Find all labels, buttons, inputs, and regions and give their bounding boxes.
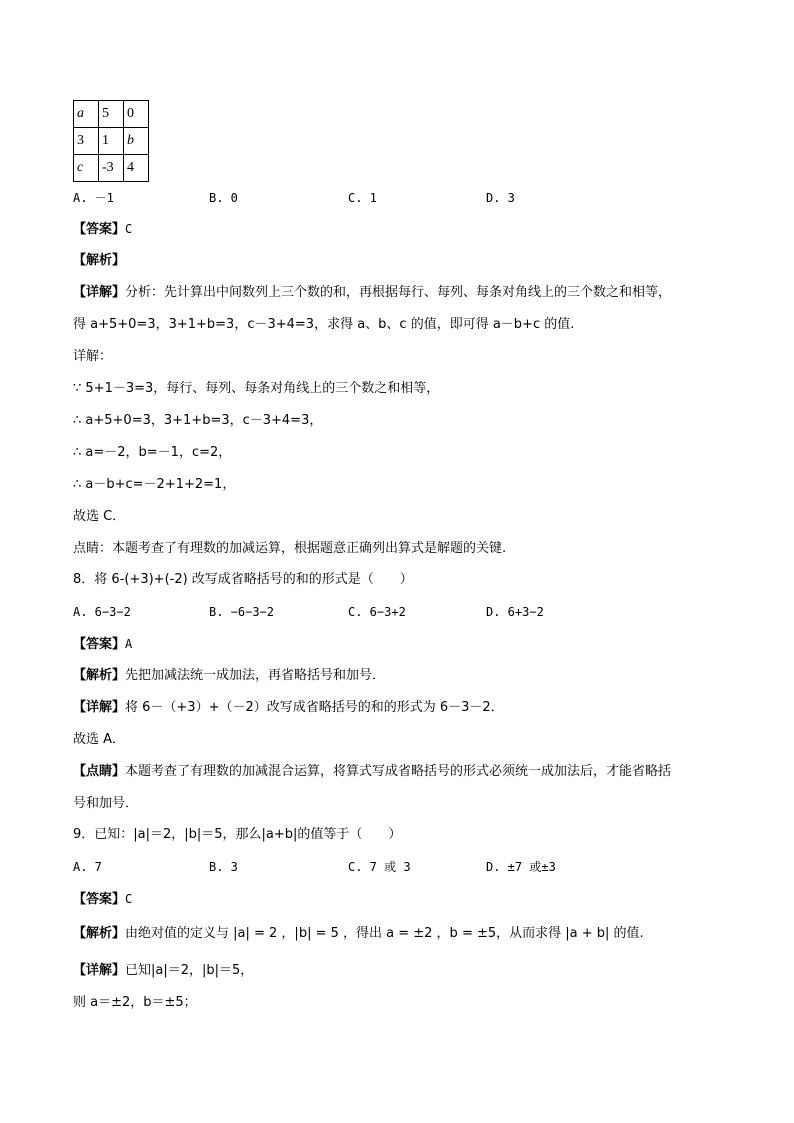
grid-row: [74, 101, 149, 128]
grid-row: [74, 128, 149, 155]
choice-line: 故选 A．: [73, 732, 126, 747]
option-b: B. −6−3−2: [209, 605, 275, 619]
detail-line: [73, 699, 504, 717]
option-a: A. 7: [73, 860, 102, 874]
option-c: C. 1: [348, 191, 377, 205]
analysis-label: 【解析】: [73, 253, 126, 268]
detail-label: 【详解】: [73, 963, 126, 978]
analysis-line: [73, 925, 644, 943]
option-c: C. 6−3+2: [348, 605, 406, 619]
answer-line: [73, 220, 132, 239]
then-line: 则 a＝±2，b＝±5；: [73, 995, 197, 1010]
answer-value: C: [125, 222, 133, 236]
detail-text: 分析：先计算出中间数列上三个数的和，再根据每行、每列、每条对角线上的三个数之和相等，: [125, 285, 672, 300]
option-c: C. 7 或 3: [348, 860, 411, 874]
grid-cell: 0: [124, 101, 149, 128]
solution-line: 详解：: [73, 349, 113, 364]
note-label: 【点睛】: [73, 764, 126, 779]
solution-line: ∴ a+5+0=3，3+1+b=3，c－3+4=3，: [73, 413, 323, 428]
detail-label: 【详解】: [73, 700, 126, 715]
grid-cell: -3: [99, 155, 124, 182]
detail-line: [73, 962, 253, 980]
analysis-label: 【解析】: [73, 926, 126, 941]
magic-square-grid: [73, 100, 149, 182]
grid-cell: c: [74, 155, 99, 182]
detail-label: 【详解】: [73, 285, 126, 300]
answer-label: 【答案】: [73, 637, 126, 652]
answer-line: [73, 635, 132, 654]
grid-cell: 4: [124, 155, 149, 182]
analysis-text: 先把加减法统一成加法，再省略括号和加号．: [125, 668, 386, 683]
answer-value: A: [125, 637, 133, 651]
option-b: B. 3: [209, 860, 238, 874]
grid-cell: a: [74, 101, 99, 128]
detail-line: [73, 284, 671, 302]
grid-row: [74, 155, 149, 182]
detail-text: 将 6－（+3）+（－2）改写成省略括号的和的形式为 6－3－2．: [125, 700, 504, 715]
grid-cell: b: [124, 128, 149, 155]
solution-line: ∵ 5+1－3=3，每行、每列、每条对角线上的三个数之和相等，: [73, 381, 440, 396]
answer-label: 【答案】: [73, 222, 126, 237]
option-d: D. 6+3−2: [486, 605, 544, 619]
analysis-line: [73, 667, 385, 685]
note-text-cont: 号和加号．: [73, 796, 139, 811]
option-b: B. 0: [209, 191, 238, 205]
note-line: [73, 763, 671, 781]
question-8-stem: 8．将 6-(+3)+(-2) 改写成省略括号的和的形式是（ ）: [73, 572, 413, 587]
option-a: A. 6−3−2: [73, 605, 131, 619]
solution-line: ∴ a－b+c=－2+1+2=1，: [73, 477, 236, 492]
choice-line: 故选 C．: [73, 509, 126, 524]
option-d: D. 3: [486, 191, 515, 205]
analysis-text: 由绝对值的定义与 |a| = 2 ，|b| = 5 ，得出 a = ±2 ，b = ±5，从而求得 |a + b| 的值.: [125, 926, 644, 941]
grid-cell: 1: [99, 128, 124, 155]
detail-text: 已知|a|＝2，|b|＝5，: [125, 963, 254, 978]
note-line: 点睛：本题考查了有理数的加减运算，根据题意正确列出算式是解题的关键.: [73, 541, 507, 556]
analysis-label: 【解析】: [73, 668, 126, 683]
grid-cell: 3: [74, 128, 99, 155]
option-d: D. ±7 或±3: [486, 860, 556, 874]
solution-line: ∴ a=－2，b=－1，c=2，: [73, 445, 232, 460]
grid-cell: 5: [99, 101, 124, 128]
answer-line: [73, 890, 132, 909]
answer-label: 【答案】: [73, 892, 126, 907]
note-text: 本题考查了有理数的加减混合运算，将算式写成省略括号的形式必须统一成加法后，才能省略括: [125, 764, 672, 779]
answer-value: C: [125, 892, 133, 906]
detail-text-cont: 得 a+5+0=3，3+1+b=3，c－3+4=3，求得 a、b、c 的值，即可得 a－b+c 的值.: [73, 317, 575, 332]
question-9-stem: 9．已知：|a|＝2，|b|＝5，那么|a+b|的值等于（ ）: [73, 827, 402, 842]
option-a: A. －1: [73, 191, 114, 205]
